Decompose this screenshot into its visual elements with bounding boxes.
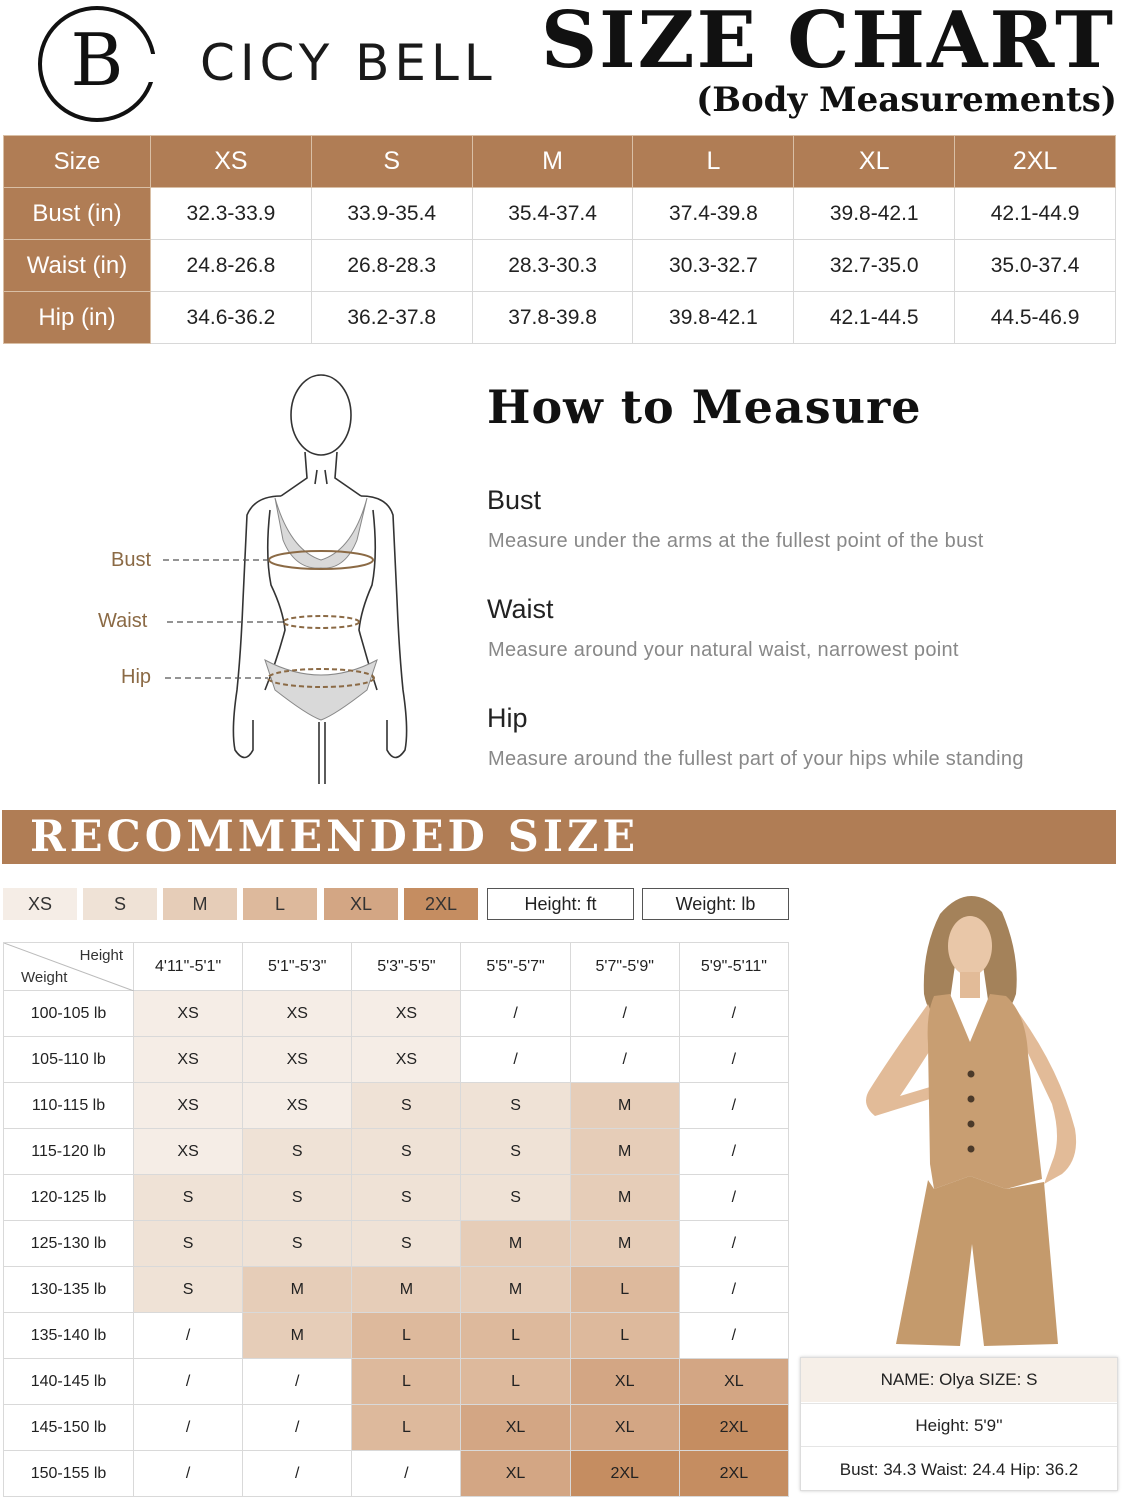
- column-header: S: [311, 136, 472, 188]
- legend-chip-xs: XS: [3, 888, 77, 920]
- size-cell: S: [134, 1267, 243, 1313]
- weight-unit-label: Weight: lb: [642, 888, 789, 920]
- body-figure-illustration: [95, 370, 435, 790]
- legend-chip-m: M: [163, 888, 237, 920]
- table-row: [4, 1037, 789, 1083]
- model-name-size: NAME: Olya SIZE: S: [801, 1358, 1117, 1402]
- figure-label-waist: Waist: [98, 610, 148, 632]
- size-cell: XS: [134, 1083, 243, 1129]
- size-cell: /: [679, 1267, 788, 1313]
- size-cell: 2XL: [570, 1451, 679, 1497]
- table-row: [4, 188, 1116, 240]
- brand-logo: [38, 6, 156, 122]
- table-row: [4, 1359, 789, 1405]
- table-cell: 34.6-36.2: [151, 292, 312, 344]
- model-height: Height: 5'9'': [801, 1403, 1117, 1447]
- table-row: [4, 1267, 789, 1313]
- size-cell: S: [352, 1129, 461, 1175]
- size-cell: 2XL: [679, 1405, 788, 1451]
- size-cell: XS: [243, 1037, 352, 1083]
- size-cell: L: [570, 1267, 679, 1313]
- legend-chip-xl: XL: [324, 888, 398, 920]
- size-cell: /: [570, 991, 679, 1037]
- height-header: 5'5"-5'7": [461, 943, 570, 991]
- measure-heading-bust: Bust: [487, 485, 542, 515]
- measure-desc-bust: Measure under the arms at the fullest point of the bust: [488, 530, 984, 552]
- size-cell: XL: [461, 1405, 570, 1451]
- size-cell: XS: [134, 1129, 243, 1175]
- column-header: XL: [794, 136, 955, 188]
- table-cell: 24.8-26.8: [151, 240, 312, 292]
- size-cell: M: [461, 1267, 570, 1313]
- recommended-size-title: RECOMMENDED SIZE: [30, 812, 640, 862]
- corner-height-label: Height: [79, 947, 123, 964]
- table-cell: 33.9-35.4: [311, 188, 472, 240]
- table-cell: 36.2-37.8: [311, 292, 472, 344]
- size-cell: /: [570, 1037, 679, 1083]
- table-cell: 44.5-46.9: [955, 292, 1116, 344]
- size-cell: M: [570, 1175, 679, 1221]
- size-cell: XL: [570, 1405, 679, 1451]
- size-cell: S: [134, 1175, 243, 1221]
- row-header: Bust (in): [4, 188, 151, 240]
- corner-weight-label: Weight: [21, 969, 68, 986]
- table-row: [4, 1221, 789, 1267]
- size-cell: L: [461, 1359, 570, 1405]
- table-cell: 30.3-32.7: [633, 240, 794, 292]
- table-cell: 39.8-42.1: [633, 292, 794, 344]
- legend-chip-2xl: 2XL: [404, 888, 478, 920]
- weight-label: 145-150 lb: [4, 1405, 134, 1451]
- how-to-measure-title: How to Measure: [487, 380, 922, 434]
- table-row: [4, 292, 1116, 344]
- page-title: SIZE CHART: [540, 0, 1115, 86]
- size-cell: S: [243, 1129, 352, 1175]
- size-cell: /: [243, 1359, 352, 1405]
- table-row: [4, 1451, 789, 1497]
- size-cell: /: [134, 1313, 243, 1359]
- size-cell: /: [134, 1405, 243, 1451]
- table-cell: 42.1-44.5: [794, 292, 955, 344]
- size-cell: 2XL: [679, 1451, 788, 1497]
- page-subtitle: (Body Measurements): [696, 80, 1117, 120]
- size-cell: S: [352, 1221, 461, 1267]
- measure-heading-waist: Waist: [487, 594, 554, 624]
- table-row: [4, 1313, 789, 1359]
- size-chart-header-row: [4, 136, 1116, 188]
- size-cell: S: [352, 1175, 461, 1221]
- weight-label: 130-135 lb: [4, 1267, 134, 1313]
- table-cell: 28.3-30.3: [472, 240, 633, 292]
- size-cell: XL: [461, 1451, 570, 1497]
- height-header-row: [4, 943, 789, 991]
- height-header: 5'3"-5'5": [352, 943, 461, 991]
- legend-chip-l: L: [243, 888, 317, 920]
- brand-name: CICY BELL: [200, 34, 497, 92]
- size-cell: /: [243, 1405, 352, 1451]
- recommended-size-banner: [2, 810, 1116, 864]
- size-cell: /: [134, 1359, 243, 1405]
- size-cell: M: [570, 1129, 679, 1175]
- weight-label: 100-105 lb: [4, 991, 134, 1037]
- table-row: [4, 1129, 789, 1175]
- model-measurements: Bust: 34.3 Waist: 24.4 Hip: 36.2: [839, 1460, 1079, 1479]
- table-row: [4, 1083, 789, 1129]
- size-cell: S: [243, 1175, 352, 1221]
- legend-chip-s: S: [83, 888, 157, 920]
- table-cell: 39.8-42.1: [794, 188, 955, 240]
- table-row: [4, 240, 1116, 292]
- column-header: M: [472, 136, 633, 188]
- size-cell: /: [679, 1221, 788, 1267]
- model-info-card: [800, 1357, 1118, 1491]
- size-cell: /: [352, 1451, 461, 1497]
- size-cell: L: [352, 1313, 461, 1359]
- size-cell: S: [352, 1083, 461, 1129]
- table-row: [4, 991, 789, 1037]
- measure-desc-hip: Measure around the fullest part of your hips while standing: [488, 748, 1024, 770]
- table-cell: 35.4-37.4: [472, 188, 633, 240]
- size-cell: M: [570, 1221, 679, 1267]
- size-cell: XS: [352, 991, 461, 1037]
- table-row: [4, 1175, 789, 1221]
- size-cell: S: [243, 1221, 352, 1267]
- recommended-size-table: [3, 942, 789, 1497]
- size-cell: /: [679, 991, 788, 1037]
- size-cell: /: [679, 1129, 788, 1175]
- size-cell: S: [461, 1129, 570, 1175]
- size-cell: XS: [243, 1083, 352, 1129]
- logo-letter: B: [70, 18, 124, 102]
- row-header: Hip (in): [4, 292, 151, 344]
- size-cell: S: [461, 1175, 570, 1221]
- height-header: 5'7"-5'9": [570, 943, 679, 991]
- recommended-size-body: [4, 991, 789, 1497]
- measure-heading-hip: Hip: [487, 703, 528, 733]
- size-cell: L: [352, 1405, 461, 1451]
- size-cell: L: [570, 1313, 679, 1359]
- height-header: 4'11"-5'1": [134, 943, 243, 991]
- size-cell: XS: [134, 1037, 243, 1083]
- size-cell: /: [134, 1451, 243, 1497]
- height-header: 5'1"-5'3": [243, 943, 352, 991]
- table-cell: 42.1-44.9: [955, 188, 1116, 240]
- size-cell: XS: [134, 991, 243, 1037]
- weight-label: 115-120 lb: [4, 1129, 134, 1175]
- size-cell: /: [679, 1313, 788, 1359]
- size-chart-table: [3, 135, 1116, 344]
- size-cell: L: [461, 1313, 570, 1359]
- size-cell: XS: [243, 991, 352, 1037]
- weight-label: 150-155 lb: [4, 1451, 134, 1497]
- table-cell: 32.7-35.0: [794, 240, 955, 292]
- size-cell: L: [352, 1359, 461, 1405]
- column-header: L: [633, 136, 794, 188]
- table-cell: 35.0-37.4: [955, 240, 1116, 292]
- size-cell: S: [134, 1221, 243, 1267]
- size-cell: /: [243, 1451, 352, 1497]
- size-cell: XL: [570, 1359, 679, 1405]
- table-cell: 26.8-28.3: [311, 240, 472, 292]
- table-cell: 37.4-39.8: [633, 188, 794, 240]
- size-cell: XL: [679, 1359, 788, 1405]
- weight-label: 140-145 lb: [4, 1359, 134, 1405]
- size-cell: /: [679, 1083, 788, 1129]
- column-header: Size: [4, 136, 151, 188]
- size-cell: M: [352, 1267, 461, 1313]
- table-cell: 32.3-33.9: [151, 188, 312, 240]
- size-cell: M: [243, 1267, 352, 1313]
- measure-desc-waist: Measure around your natural waist, narrowest point: [488, 639, 959, 661]
- size-cell: /: [679, 1037, 788, 1083]
- size-cell: M: [243, 1313, 352, 1359]
- table-cell: 37.8-39.8: [472, 292, 633, 344]
- size-cell: M: [461, 1221, 570, 1267]
- size-cell: S: [461, 1083, 570, 1129]
- size-cell: M: [570, 1083, 679, 1129]
- height-unit-label: Height: ft: [487, 888, 634, 920]
- weight-label: 105-110 lb: [4, 1037, 134, 1083]
- column-header: 2XL: [955, 136, 1116, 188]
- size-cell: /: [461, 1037, 570, 1083]
- weight-label: 135-140 lb: [4, 1313, 134, 1359]
- weight-label: 110-115 lb: [4, 1083, 134, 1129]
- weight-label: 120-125 lb: [4, 1175, 134, 1221]
- size-cell: /: [679, 1175, 788, 1221]
- size-cell: /: [461, 991, 570, 1037]
- corner-header: [4, 943, 134, 991]
- figure-label-hip: Hip: [121, 666, 152, 688]
- size-cell: XS: [352, 1037, 461, 1083]
- figure-label-bust: Bust: [111, 549, 152, 571]
- row-header: Waist (in): [4, 240, 151, 292]
- height-header: 5'9"-5'11": [679, 943, 788, 991]
- weight-label: 125-130 lb: [4, 1221, 134, 1267]
- model-photo: [830, 884, 1090, 1349]
- column-header: XS: [151, 136, 312, 188]
- table-row: [4, 1405, 789, 1451]
